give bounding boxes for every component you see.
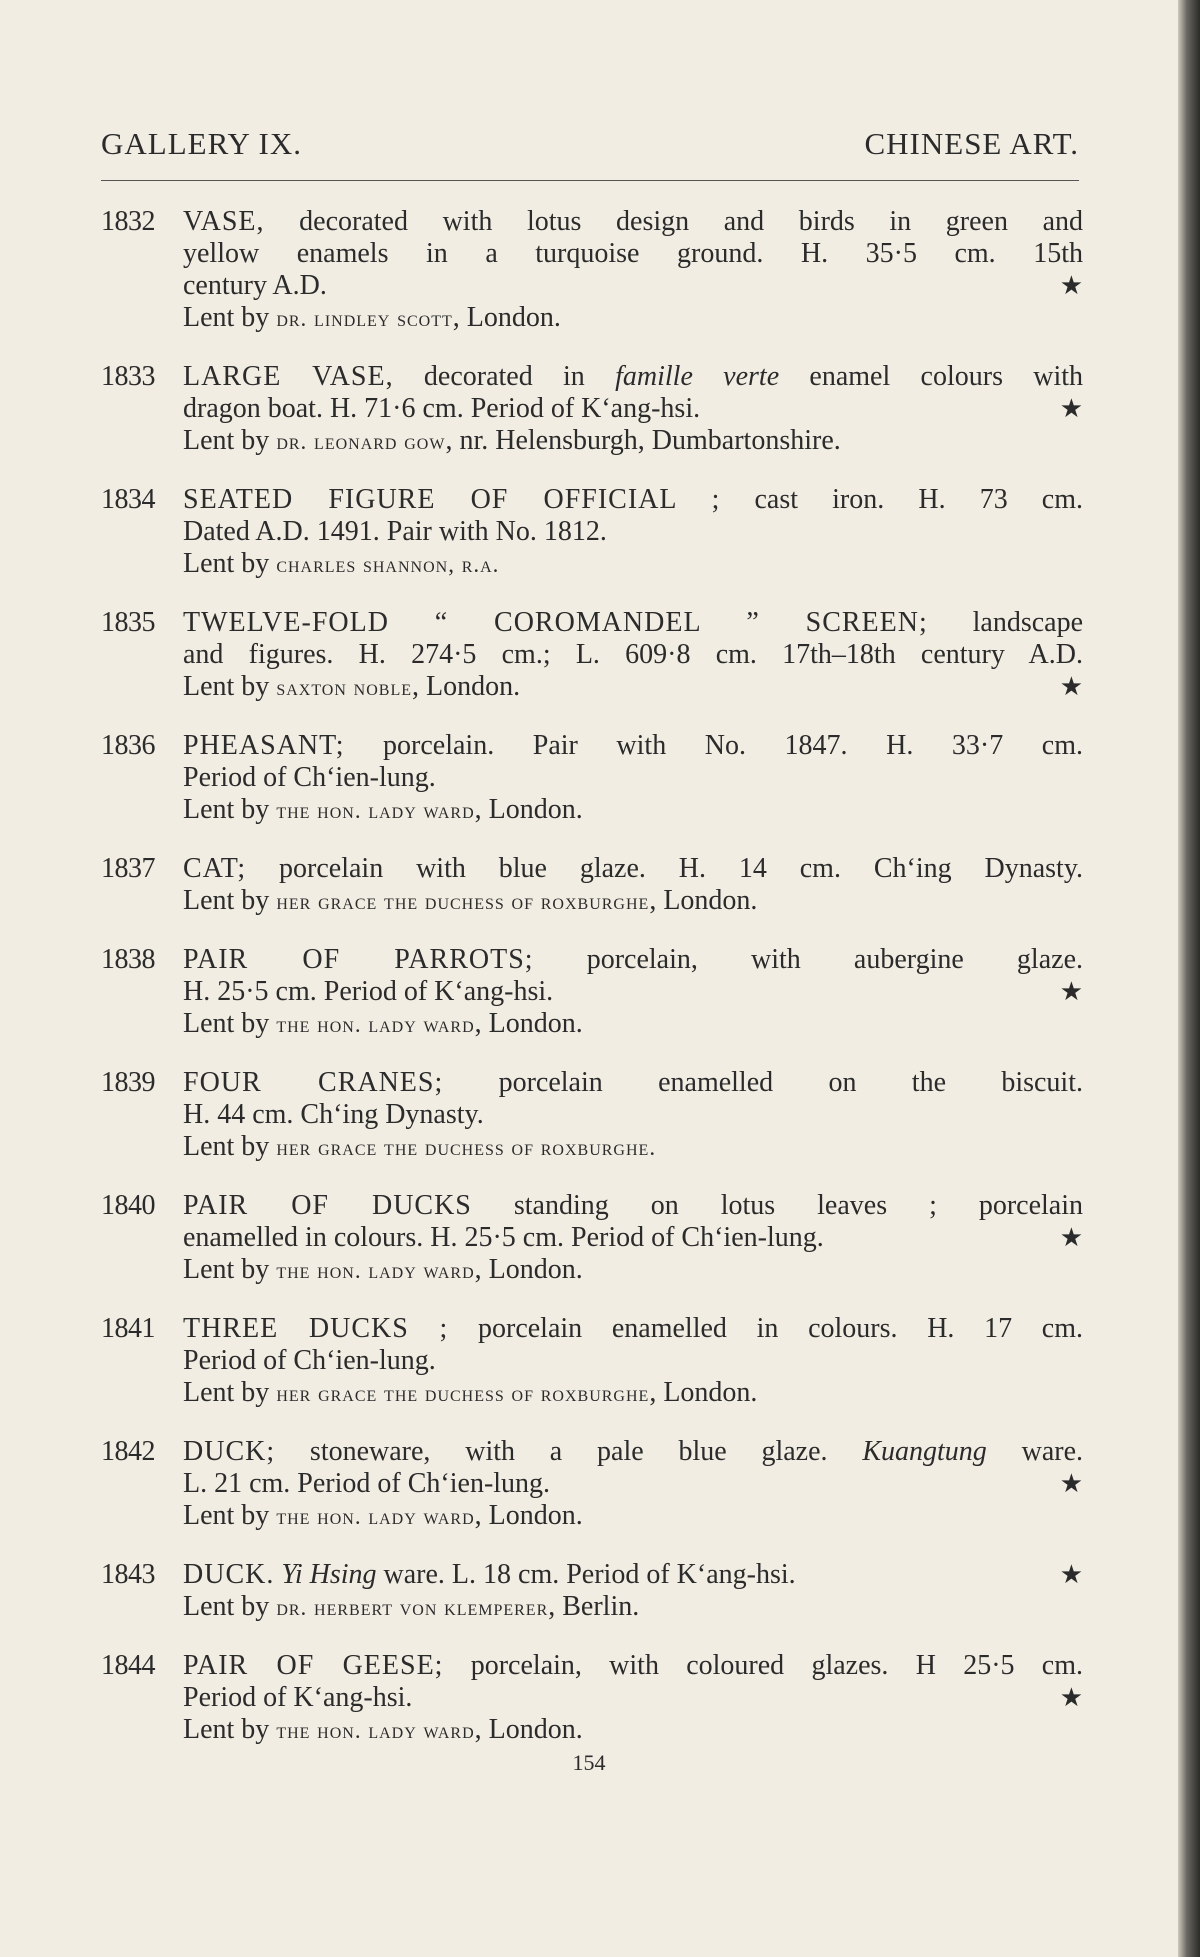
lender-name: the hon. lady ward xyxy=(276,798,475,823)
entry-description: H. 44 cm. Ch‘ing Dynasty. xyxy=(183,1099,484,1130)
lender-name: the hon. lady ward xyxy=(276,1258,475,1283)
gallery-heading: GALLERY IX. xyxy=(101,126,302,161)
lender-location: , nr. Helensburgh, Dumbartonshire. xyxy=(445,425,841,456)
catalogue-entry xyxy=(101,1313,1083,1410)
entry-description: ware. xyxy=(1021,1436,1083,1467)
entry-description: porcelain. Pair with No. 1847. H. 33·7 cm. xyxy=(383,730,1083,761)
lender-location: , London. xyxy=(452,302,561,333)
entry-title: PAIR OF DUCKS xyxy=(183,1190,472,1221)
lent-by-label: Lent by xyxy=(183,1500,270,1531)
entry-description: yellow enamels in a turquoise ground. H. 35·5 cm. 15th xyxy=(183,238,1083,269)
header-rule xyxy=(101,180,1079,181)
lender-name: dr. leonard gow xyxy=(276,429,446,454)
catalogue-entry xyxy=(101,1190,1083,1287)
entry-italic-term: famille verte xyxy=(615,361,780,392)
entry-title: PHEASANT; xyxy=(183,730,345,761)
star-icon: ★ xyxy=(1059,394,1083,424)
lender-name: her grace the duchess of roxburghe xyxy=(276,889,650,914)
catalogue-entry xyxy=(101,944,1083,1041)
catalogue-entry xyxy=(101,1559,1083,1624)
entry-description: decorated in xyxy=(423,361,585,392)
page-edge xyxy=(1178,0,1200,1957)
entry-number: 1835 xyxy=(101,607,155,638)
lender-name: charles shannon, r.a. xyxy=(276,552,500,577)
entry-number: 1843 xyxy=(101,1559,155,1590)
entry-title: VASE, xyxy=(183,206,265,237)
entry-number: 1836 xyxy=(101,730,155,761)
entry-description: stoneware, with a pale blue glaze. xyxy=(309,1436,828,1467)
lender-location: , London. xyxy=(474,1500,583,1531)
catalogue-entry xyxy=(101,361,1083,458)
entry-title: DUCK. xyxy=(183,1559,275,1590)
entry-description: Period of K‘ang-hsi. xyxy=(183,1682,413,1713)
lent-by-label: Lent by xyxy=(183,885,270,916)
catalogue-entry xyxy=(101,206,1083,335)
lender-name: the hon. lady ward xyxy=(276,1504,475,1529)
lender-name: dr. lindley scott xyxy=(276,306,453,331)
entry-title: PAIR OF GEESE; xyxy=(183,1650,444,1681)
lender-location: , London. xyxy=(649,885,758,916)
lent-by-label: Lent by xyxy=(183,302,270,333)
entry-description: L. 21 cm. Period of Ch‘ien-lung. xyxy=(183,1468,551,1499)
star-icon: ★ xyxy=(1059,271,1083,301)
entry-title: DUCK; xyxy=(183,1436,276,1467)
lender-name: her grace the duchess of roxburghe xyxy=(276,1381,650,1406)
star-icon: ★ xyxy=(1059,1560,1083,1590)
lender-location: , London. xyxy=(649,1377,758,1408)
entry-title: TWELVE-FOLD “ COROMANDEL ” SCREEN; xyxy=(183,607,928,638)
lender-name: saxton noble xyxy=(276,675,412,700)
entry-number: 1838 xyxy=(101,944,155,975)
entry-description: Dated A.D. 1491. Pair with No. 1812. xyxy=(183,516,607,547)
catalogue-entry xyxy=(101,484,1083,581)
running-header xyxy=(101,126,1079,166)
entry-number: 1833 xyxy=(101,361,155,392)
lender-name: dr. herbert von klemperer xyxy=(276,1595,549,1620)
lender-name: the hon. lady ward xyxy=(276,1012,475,1037)
entry-description: standing on lotus leaves ; porcelain xyxy=(513,1190,1083,1221)
star-icon: ★ xyxy=(1059,1683,1083,1713)
entry-title: PAIR OF PARROTS; xyxy=(183,944,534,975)
lender-location: , London. xyxy=(474,1254,583,1285)
star-icon: ★ xyxy=(1059,1469,1083,1499)
lent-by-label: Lent by xyxy=(183,1131,270,1162)
lender-location: , London. xyxy=(474,1008,583,1039)
entry-description: porcelain with blue glaze. H. 14 cm. Ch‘ing Dynasty. xyxy=(279,853,1084,884)
page-number: 154 xyxy=(572,1750,606,1775)
entry-title: THREE DUCKS ; xyxy=(183,1313,449,1344)
entry-number: 1842 xyxy=(101,1436,155,1467)
lent-by-label: Lent by xyxy=(183,671,270,702)
entry-description: porcelain, with coloured glazes. H 25·5 cm. xyxy=(470,1650,1083,1681)
section-heading: CHINESE ART. xyxy=(864,126,1079,161)
entry-title: LARGE VASE, xyxy=(183,361,394,392)
lender-location: , London. xyxy=(474,1714,583,1745)
entry-title: SEATED FIGURE OF OFFICIAL ; xyxy=(183,484,721,515)
entry-description: Period of Ch‘ien-lung. xyxy=(183,1345,436,1376)
lent-by-label: Lent by xyxy=(183,1591,270,1622)
entry-description: enamelled in colours. H. 25·5 cm. Period of Ch‘ien-lung. xyxy=(183,1222,824,1253)
lent-by-label: Lent by xyxy=(183,1377,270,1408)
entry-italic-term: Yi Hsing xyxy=(281,1559,377,1590)
lent-by-label: Lent by xyxy=(183,1254,270,1285)
star-icon: ★ xyxy=(1059,1223,1083,1253)
entry-description: porcelain enamelled in colours. H. 17 cm. xyxy=(478,1313,1084,1344)
entry-number: 1841 xyxy=(101,1313,155,1344)
entry-description: ware. L. 18 cm. Period of K‘ang-hsi. xyxy=(383,1559,796,1590)
lender-location: , London. xyxy=(412,671,521,702)
entry-number: 1834 xyxy=(101,484,155,515)
entry-description: and figures. H. 274·5 cm.; L. 609·8 cm. 17th–18th century A.D. xyxy=(183,639,1083,670)
lender-name: the hon. lady ward xyxy=(276,1718,475,1743)
catalogue-entry xyxy=(101,1067,1083,1164)
catalogue-entry xyxy=(101,1650,1083,1747)
star-icon: ★ xyxy=(1059,672,1083,702)
lender-location: , London. xyxy=(474,794,583,825)
lent-by-label: Lent by xyxy=(183,1008,270,1039)
catalogue-entry xyxy=(101,853,1083,918)
entry-italic-term: Kuangtung xyxy=(862,1436,987,1467)
lent-by-label: Lent by xyxy=(183,548,270,579)
entry-description: Period of Ch‘ien-lung. xyxy=(183,762,436,793)
entry-description: century A.D. xyxy=(183,270,327,301)
entry-number: 1840 xyxy=(101,1190,155,1221)
entry-description: enamel colours with xyxy=(809,361,1084,392)
lent-by-label: Lent by xyxy=(183,794,270,825)
entry-description: porcelain enamelled on the biscuit. xyxy=(498,1067,1083,1098)
lender-location: , Berlin. xyxy=(548,1591,640,1622)
lender-name: her grace the duchess of roxburghe. xyxy=(276,1135,657,1160)
lent-by-label: Lent by xyxy=(183,425,270,456)
entry-description: dragon boat. H. 71·6 cm. Period of K‘ang-hsi. xyxy=(183,393,701,424)
catalogue-entry xyxy=(101,1436,1083,1533)
catalogue-entry xyxy=(101,607,1083,704)
star-icon: ★ xyxy=(1059,977,1083,1007)
catalogue-entry xyxy=(101,730,1083,827)
entry-description: landscape xyxy=(972,607,1083,638)
entry-description: porcelain, with aubergine glaze. xyxy=(586,944,1083,975)
entry-description: H. 25·5 cm. Period of K‘ang-hsi. xyxy=(183,976,554,1007)
entry-description: decorated with lotus design and birds in green and xyxy=(299,206,1084,237)
catalogue-entries xyxy=(101,206,1083,1773)
entry-number: 1839 xyxy=(101,1067,155,1098)
entry-number: 1832 xyxy=(101,206,155,237)
entry-number: 1837 xyxy=(101,853,155,884)
entry-number: 1844 xyxy=(101,1650,155,1681)
lent-by-label: Lent by xyxy=(183,1714,270,1745)
entry-title: CAT; xyxy=(183,853,247,884)
entry-title: FOUR CRANES; xyxy=(183,1067,444,1098)
entry-description: cast iron. H. 73 cm. xyxy=(754,484,1084,515)
